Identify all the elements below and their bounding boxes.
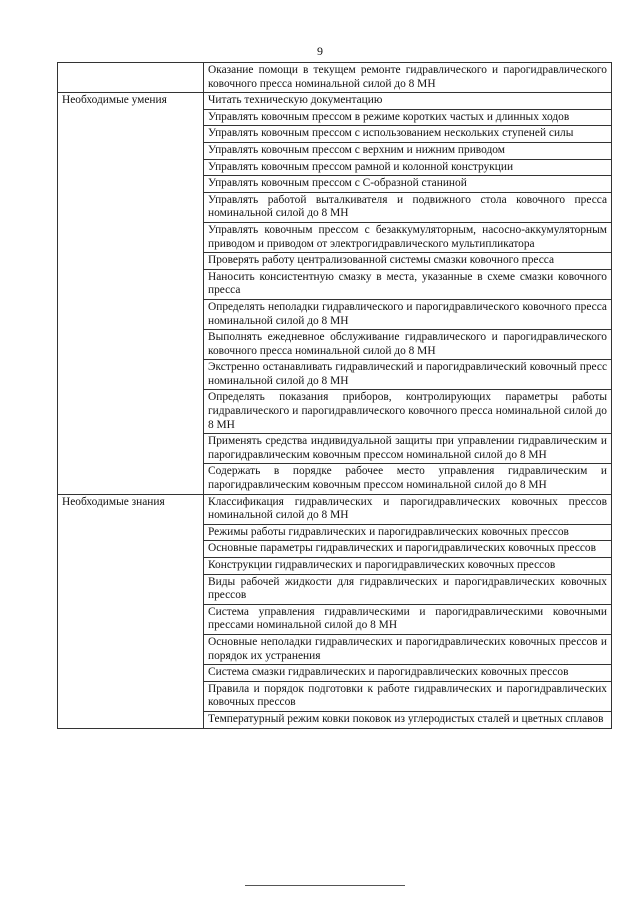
skills-item: Управлять ковочным прессом в режиме коротких частых и длинных ходов xyxy=(204,109,612,126)
knowledge-item: Правила и порядок подготовки к работе гидравлических и парогидравлических ковочных прессов xyxy=(204,681,612,711)
requirements-table xyxy=(57,62,612,729)
table-cell: Оказание помощи в текущем ремонте гидравлического и парогидравлического ковочного пресса номинальной силой до 8 МН xyxy=(204,63,612,93)
skills-item: Управлять работой выталкивателя и подвижного стола ковочного пресса номинальной силой до 8 МН xyxy=(204,192,612,222)
skills-item: Управлять ковочным прессом с безаккумуляторным, насосно-аккумуляторным приводом и приводом от электрогидравлического мультипликатора xyxy=(204,222,612,252)
skills-item: Выполнять ежедневное обслуживание гидравлического и парогидравлического ковочного пресса номинальной силой до 8 МН xyxy=(204,330,612,360)
skills-item: Экстренно останавливать гидравлический и парогидравлический ковочный пресс номинальной силой до 8 МН xyxy=(204,360,612,390)
table-row xyxy=(58,63,612,93)
skills-item: Управлять ковочным прессом с использованием нескольких ступеней силы xyxy=(204,126,612,143)
skills-item: Определять неполадки гидравлического и парогидравлического ковочного пресса номинальной силой до 8 МН xyxy=(204,299,612,329)
knowledge-item: Основные неполадки гидравлических и парогидравлических ковочных прессов и порядок их устранения xyxy=(204,634,612,664)
knowledge-item: Основные параметры гидравлических и парогидравлических ковочных прессов xyxy=(204,541,612,558)
knowledge-item: Температурный режим ковки поковок из углеродистых сталей и цветных сплавов xyxy=(204,711,612,728)
skills-item: Определять показания приборов, контролирующих параметры работы гидравлического и парогидравлического ковочного пресса номинальной силой до 8 МН xyxy=(204,390,612,434)
knowledge-item: Система смазки гидравлических и парогидравлических ковочных прессов xyxy=(204,665,612,682)
knowledge-item: Система управления гидравлическими и парогидравлическими ковочными прессами номинальной силой до 8 МН xyxy=(204,604,612,634)
footer-rule xyxy=(245,885,405,886)
page-number: 9 xyxy=(317,44,323,58)
table-row xyxy=(58,93,612,110)
knowledge-item: Виды рабочей жидкости для гидравлических и парогидравлических ковочных прессов xyxy=(204,574,612,604)
skills-item: Содержать в порядке рабочее место управления гидравлическим и парогидравлическим ковочным прессом номинальной силой до 8 МН xyxy=(204,464,612,494)
knowledge-section-label: Необходимые знания xyxy=(58,494,204,728)
skills-item: Проверять работу централизованной системы смазки ковочного пресса xyxy=(204,253,612,270)
skills-item: Наносить консистентную смазку в места, указанные в схеме смазки ковочного пресса xyxy=(204,269,612,299)
skills-item: Управлять ковочным прессом рамной и колонной конструкции xyxy=(204,159,612,176)
skills-item: Читать техническую документацию xyxy=(204,93,612,110)
skills-item: Управлять ковочным прессом с верхним и нижним приводом xyxy=(204,142,612,159)
knowledge-item: Режимы работы гидравлических и парогидравлических ковочных прессов xyxy=(204,524,612,541)
knowledge-item: Классификация гидравлических и парогидравлических ковочных прессов номинальной силой до 8 МН xyxy=(204,494,612,524)
skills-item: Применять средства индивидуальной защиты при управлении гидравлическим и парогидравлическим ковочным прессом номинальной силой до 8 МН xyxy=(204,434,612,464)
knowledge-item: Конструкции гидравлических и парогидравлических ковочных прессов xyxy=(204,558,612,575)
empty-label-cell xyxy=(58,63,204,93)
skills-item: Управлять ковочным прессом с С-образной станиной xyxy=(204,176,612,193)
skills-section-label: Необходимые умения xyxy=(58,93,204,494)
table-row xyxy=(58,494,612,524)
